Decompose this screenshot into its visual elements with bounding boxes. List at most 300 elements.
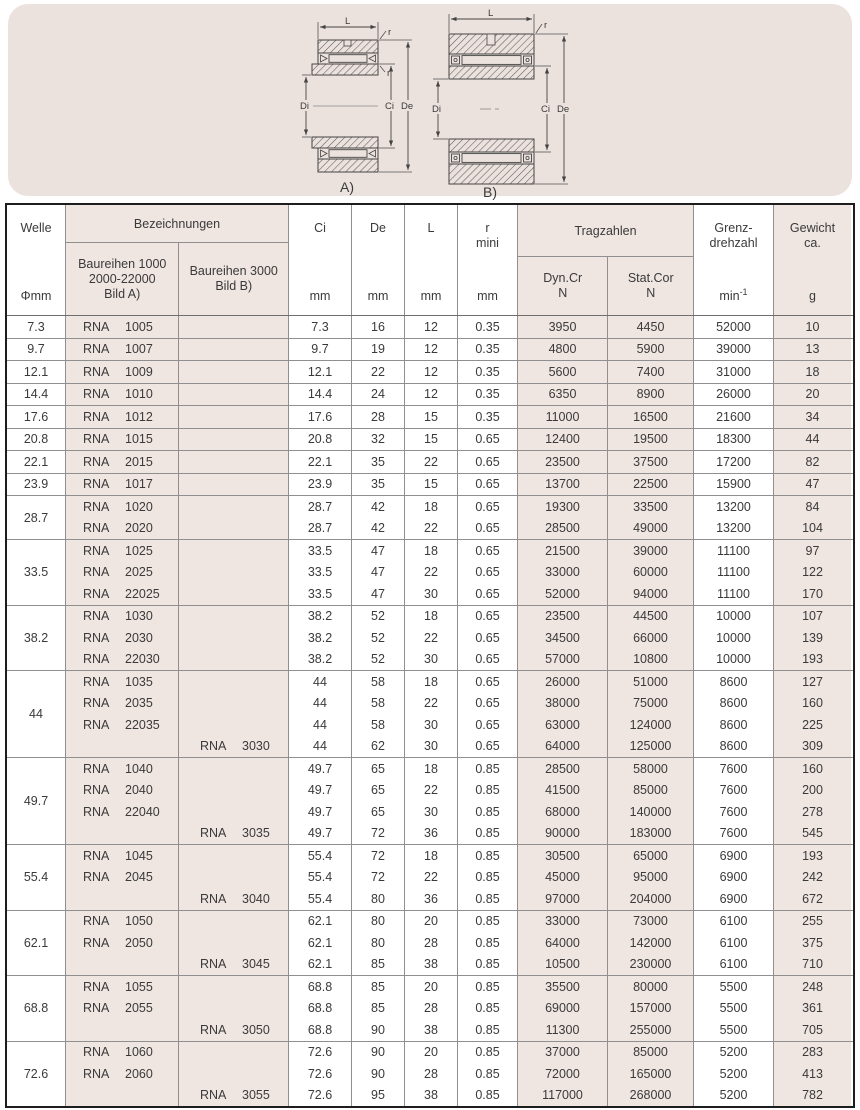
r-cell: 0.65: [457, 474, 517, 496]
r-cell: 0.65: [457, 429, 517, 451]
ci-cell: 44: [288, 693, 351, 715]
table-row: [65, 823, 853, 845]
stat-load-cell: 125000: [607, 736, 693, 758]
weight-cell: 782: [773, 1085, 851, 1107]
speed-limit-cell: 6900: [693, 888, 773, 910]
dyn-load-cell: 52000: [517, 583, 607, 605]
de-cell: 47: [351, 540, 404, 562]
de-cell: 42: [351, 496, 404, 518]
r-cell: 0.65: [457, 518, 517, 540]
welle-cell: 33.5: [7, 540, 65, 605]
weight-cell: 10: [773, 316, 851, 338]
ci-cell: 72.6: [288, 1063, 351, 1085]
r-cell: 0.65: [457, 540, 517, 562]
ci-cell: 38.2: [288, 649, 351, 671]
de-cell: 85: [351, 954, 404, 976]
weight-cell: 283: [773, 1042, 851, 1064]
weight-cell: 44: [773, 429, 851, 451]
speed-limit-cell: 5500: [693, 976, 773, 998]
dim-label-De-b: De: [557, 104, 570, 115]
designation-a-cell: RNA 2030: [65, 627, 178, 649]
welle-cell: 28.7: [7, 496, 65, 539]
stat-load-cell: 75000: [607, 693, 693, 715]
de-cell: 58: [351, 693, 404, 715]
l-cell: 28: [404, 1063, 457, 1085]
dyn-load-cell: 23500: [517, 606, 607, 628]
ci-cell: 62.1: [288, 954, 351, 976]
table-row: [65, 693, 853, 715]
l-cell: 30: [404, 801, 457, 823]
dyn-load-cell: 21500: [517, 540, 607, 562]
r-cell: 0.85: [457, 998, 517, 1020]
speed-limit-cell: 31000: [693, 361, 773, 383]
table-row: [65, 627, 853, 649]
dyn-load-cell: 4800: [517, 339, 607, 361]
dim-label-L-b: L: [488, 8, 494, 19]
dim-label-De-a: De: [401, 101, 414, 112]
de-cell: 22: [351, 361, 404, 383]
de-cell: 35: [351, 451, 404, 473]
stat-load-cell: 66000: [607, 627, 693, 649]
speed-limit-cell: 10000: [693, 649, 773, 671]
table-row: [65, 976, 853, 998]
ci-cell: 33.5: [288, 540, 351, 562]
de-cell: 62: [351, 736, 404, 758]
designation-a-cell: RNA 1030: [65, 606, 178, 628]
ci-cell: 49.7: [288, 801, 351, 823]
designation-b-cell: [178, 649, 288, 671]
r-cell: 0.85: [457, 1019, 517, 1041]
speed-limit-cell: 13200: [693, 496, 773, 518]
stat-load-cell: 255000: [607, 1019, 693, 1041]
designation-b-cell: [178, 316, 288, 338]
weight-cell: 47: [773, 474, 851, 496]
table-row: [65, 384, 853, 406]
designation-a-cell: RNA 1045: [65, 845, 178, 867]
ci-cell: 9.7: [288, 339, 351, 361]
header-baureihe-b: Baureihen 3000 Bild B): [178, 243, 288, 315]
l-cell: 22: [404, 518, 457, 540]
table-row: [65, 911, 853, 933]
table-group: [7, 910, 853, 976]
l-cell: 12: [404, 316, 457, 338]
de-cell: 28: [351, 406, 404, 428]
designation-b-cell: [178, 780, 288, 802]
designation-a-cell: RNA 2060: [65, 1063, 178, 1085]
l-cell: 28: [404, 998, 457, 1020]
designation-b-cell: RNA 3030: [178, 736, 288, 758]
r-cell: 0.65: [457, 736, 517, 758]
designation-a-cell: RNA 2050: [65, 932, 178, 954]
r-cell: 0.85: [457, 976, 517, 998]
header-welle: [7, 205, 65, 315]
l-cell: 38: [404, 954, 457, 976]
designation-a-cell: RNA 2020: [65, 518, 178, 540]
dyn-load-cell: 13700: [517, 474, 607, 496]
welle-cell: 20.8: [7, 429, 65, 451]
designation-b-cell: [178, 1063, 288, 1085]
de-cell: 47: [351, 562, 404, 584]
designation-b-cell: RNA 3055: [178, 1085, 288, 1107]
l-cell: 22: [404, 627, 457, 649]
de-cell: 16: [351, 316, 404, 338]
l-cell: 38: [404, 1019, 457, 1041]
header-r-mini: r mini mm: [457, 205, 517, 315]
r-cell: 0.65: [457, 583, 517, 605]
designation-a-cell: RNA 1015: [65, 429, 178, 451]
stat-load-cell: 65000: [607, 845, 693, 867]
speed-limit-cell: 13200: [693, 518, 773, 540]
designation-b-cell: [178, 932, 288, 954]
ci-cell: 62.1: [288, 932, 351, 954]
weight-cell: 225: [773, 714, 851, 736]
l-cell: 38: [404, 1085, 457, 1107]
designation-a-cell: RNA 2015: [65, 451, 178, 473]
dyn-load-cell: 69000: [517, 998, 607, 1020]
header-stat-cor: Stat.Cor N: [607, 257, 693, 315]
de-cell: 35: [351, 474, 404, 496]
stat-load-cell: 33500: [607, 496, 693, 518]
ci-cell: 72.6: [288, 1042, 351, 1064]
welle-cell: 49.7: [7, 758, 65, 844]
table-row: [65, 758, 853, 780]
designation-a-cell: RNA 1060: [65, 1042, 178, 1064]
de-cell: 72: [351, 823, 404, 845]
de-cell: 42: [351, 518, 404, 540]
de-cell: 32: [351, 429, 404, 451]
weight-cell: 160: [773, 758, 851, 780]
table-row: [65, 736, 853, 758]
speed-limit-cell: 39000: [693, 339, 773, 361]
l-cell: 15: [404, 406, 457, 428]
r-cell: 0.65: [457, 671, 517, 693]
dyn-load-cell: 64000: [517, 932, 607, 954]
l-cell: 36: [404, 823, 457, 845]
r-cell: 0.85: [457, 954, 517, 976]
table-row: [65, 583, 853, 605]
weight-cell: 193: [773, 845, 851, 867]
r-cell: 0.85: [457, 1085, 517, 1107]
stat-load-cell: 94000: [607, 583, 693, 605]
weight-cell: 34: [773, 406, 851, 428]
ci-cell: 55.4: [288, 867, 351, 889]
speed-limit-cell: 6100: [693, 911, 773, 933]
weight-cell: 255: [773, 911, 851, 933]
de-cell: 90: [351, 1019, 404, 1041]
designation-b-cell: [178, 671, 288, 693]
r-cell: 0.35: [457, 384, 517, 406]
diagram-caption-a: A): [340, 179, 354, 195]
table-group: [7, 539, 853, 605]
ci-cell: 68.8: [288, 1019, 351, 1041]
header-tragzahlen-group: [517, 205, 693, 315]
speed-limit-cell: 8600: [693, 714, 773, 736]
dyn-load-cell: 3950: [517, 316, 607, 338]
designation-a-cell: [65, 954, 178, 976]
weight-cell: 361: [773, 998, 851, 1020]
header-baureihe-a: Baureihen 1000 2000-22000 Bild A): [66, 243, 178, 315]
stat-load-cell: 268000: [607, 1085, 693, 1107]
designation-a-cell: RNA 2045: [65, 867, 178, 889]
stat-load-cell: 157000: [607, 998, 693, 1020]
designation-a-cell: RNA 1020: [65, 496, 178, 518]
stat-load-cell: 60000: [607, 562, 693, 584]
designation-a-cell: RNA 2055: [65, 998, 178, 1020]
de-cell: 85: [351, 998, 404, 1020]
l-cell: 20: [404, 976, 457, 998]
stat-load-cell: 230000: [607, 954, 693, 976]
designation-b-cell: [178, 562, 288, 584]
stat-load-cell: 10800: [607, 649, 693, 671]
weight-cell: 139: [773, 627, 851, 649]
table-row: [65, 954, 853, 976]
header-tragzahlen: Tragzahlen: [518, 205, 693, 257]
ci-cell: 68.8: [288, 976, 351, 998]
ci-cell: 28.7: [288, 518, 351, 540]
speed-limit-cell: 6900: [693, 867, 773, 889]
weight-cell: 413: [773, 1063, 851, 1085]
designation-b-cell: [178, 606, 288, 628]
header-welle-label: Welle: [20, 221, 52, 235]
dyn-load-cell: 38000: [517, 693, 607, 715]
table-row: [65, 1063, 853, 1085]
stat-load-cell: 22500: [607, 474, 693, 496]
designation-a-cell: RNA 1012: [65, 406, 178, 428]
designation-a-cell: [65, 888, 178, 910]
stat-load-cell: 58000: [607, 758, 693, 780]
dim-label-Ci-a: Ci: [385, 101, 394, 112]
designation-a-cell: [65, 823, 178, 845]
table-row: [65, 474, 853, 496]
r-cell: 0.85: [457, 911, 517, 933]
table-row: [65, 845, 853, 867]
speed-limit-cell: 10000: [693, 627, 773, 649]
l-cell: 22: [404, 451, 457, 473]
stat-load-cell: 124000: [607, 714, 693, 736]
dyn-load-cell: 19300: [517, 496, 607, 518]
dyn-load-cell: 35500: [517, 976, 607, 998]
table-row: [65, 518, 853, 540]
de-cell: 80: [351, 911, 404, 933]
table-row: [65, 562, 853, 584]
table-row: [65, 1085, 853, 1107]
table-row: [65, 801, 853, 823]
welle-cell: 23.9: [7, 474, 65, 496]
ci-cell: 14.4: [288, 384, 351, 406]
l-cell: 18: [404, 540, 457, 562]
stat-load-cell: 4450: [607, 316, 693, 338]
table-row: [65, 540, 853, 562]
weight-cell: 200: [773, 780, 851, 802]
table-row: [65, 429, 853, 451]
weight-cell: 672: [773, 888, 851, 910]
r-cell: 0.65: [457, 627, 517, 649]
designation-a-cell: RNA 1025: [65, 540, 178, 562]
table-group: [7, 473, 853, 496]
l-cell: 22: [404, 693, 457, 715]
header-grenzdrehzahl: Grenz- drehzahl $\min^{-1}$: [693, 205, 773, 315]
designation-b-cell: [178, 867, 288, 889]
table-row: [65, 496, 853, 518]
header-gewicht: Gewicht ca. g: [773, 205, 851, 315]
designation-b-cell: [178, 496, 288, 518]
ci-cell: 68.8: [288, 998, 351, 1020]
header-dyn-cr: Dyn.Cr N: [543, 271, 583, 300]
diagram-caption-b: B): [483, 184, 497, 200]
l-cell: 22: [404, 780, 457, 802]
weight-cell: 104: [773, 518, 851, 540]
de-cell: 52: [351, 606, 404, 628]
designation-a-cell: [65, 1019, 178, 1041]
speed-limit-cell: 52000: [693, 316, 773, 338]
table-row: [65, 867, 853, 889]
table-row: [65, 1019, 853, 1041]
dyn-load-cell: 11000: [517, 406, 607, 428]
designation-a-cell: RNA 22025: [65, 583, 178, 605]
stat-load-cell: 140000: [607, 801, 693, 823]
stat-load-cell: 19500: [607, 429, 693, 451]
designation-a-cell: RNA 1010: [65, 384, 178, 406]
table-row: [65, 671, 853, 693]
r-cell: 0.85: [457, 888, 517, 910]
stat-load-cell: 165000: [607, 1063, 693, 1085]
designation-b-cell: [178, 976, 288, 998]
speed-limit-cell: 18300: [693, 429, 773, 451]
designation-a-cell: RNA 1035: [65, 671, 178, 693]
designation-a-cell: RNA 22030: [65, 649, 178, 671]
r-cell: 0.85: [457, 845, 517, 867]
ci-cell: 44: [288, 736, 351, 758]
l-cell: 36: [404, 888, 457, 910]
stat-load-cell: 204000: [607, 888, 693, 910]
designation-b-cell: [178, 845, 288, 867]
header-de: De mm: [351, 205, 404, 315]
weight-cell: 278: [773, 801, 851, 823]
designation-a-cell: RNA 2025: [65, 562, 178, 584]
weight-cell: 82: [773, 451, 851, 473]
designation-a-cell: RNA 1040: [65, 758, 178, 780]
l-cell: 22: [404, 867, 457, 889]
speed-limit-cell: 5500: [693, 1019, 773, 1041]
table-group: [7, 975, 853, 1041]
speed-limit-cell: 15900: [693, 474, 773, 496]
dim-label-r-top-a: r: [388, 27, 392, 38]
stat-load-cell: 142000: [607, 932, 693, 954]
weight-cell: 122: [773, 562, 851, 584]
weight-cell: 97: [773, 540, 851, 562]
dyn-load-cell: 33000: [517, 562, 607, 584]
speed-limit-cell: 7600: [693, 801, 773, 823]
dyn-load-cell: 41500: [517, 780, 607, 802]
speed-limit-cell: 11100: [693, 540, 773, 562]
designation-b-cell: [178, 451, 288, 473]
table-body: [7, 316, 853, 1106]
ci-cell: 22.1: [288, 451, 351, 473]
dim-label-r-inner-a: r: [387, 68, 391, 79]
l-cell: 18: [404, 845, 457, 867]
table-row: [65, 606, 853, 628]
speed-limit-cell: 8600: [693, 736, 773, 758]
de-cell: 47: [351, 583, 404, 605]
table-row: [65, 316, 853, 338]
speed-limit-cell: 11100: [693, 562, 773, 584]
table-row: [65, 932, 853, 954]
designation-b-cell: [178, 1042, 288, 1064]
de-cell: 90: [351, 1042, 404, 1064]
table-group: [7, 605, 853, 671]
dim-label-Ci-b: Ci: [541, 104, 550, 115]
designation-b-cell: [178, 406, 288, 428]
speed-limit-cell: 21600: [693, 406, 773, 428]
weight-cell: 710: [773, 954, 851, 976]
designation-b-cell: [178, 998, 288, 1020]
welle-cell: 9.7: [7, 339, 65, 361]
table-row: [65, 406, 853, 428]
ci-cell: 49.7: [288, 780, 351, 802]
dyn-load-cell: 90000: [517, 823, 607, 845]
header-welle-unit: Φmm: [20, 289, 52, 303]
de-cell: 72: [351, 845, 404, 867]
designation-a-cell: RNA 2035: [65, 693, 178, 715]
speed-limit-cell: 7600: [693, 780, 773, 802]
de-cell: 90: [351, 1063, 404, 1085]
table-group: [7, 383, 853, 406]
ci-cell: 20.8: [288, 429, 351, 451]
l-cell: 30: [404, 736, 457, 758]
designation-a-cell: RNA 1007: [65, 339, 178, 361]
weight-cell: 545: [773, 823, 851, 845]
table-group: [7, 338, 853, 361]
table-row: [65, 361, 853, 383]
l-cell: 12: [404, 361, 457, 383]
dyn-load-cell: 30500: [517, 845, 607, 867]
designation-b-cell: [178, 627, 288, 649]
welle-cell: 72.6: [7, 1042, 65, 1107]
speed-limit-cell: 5200: [693, 1085, 773, 1107]
speed-limit-cell: 10000: [693, 606, 773, 628]
weight-cell: 309: [773, 736, 851, 758]
dim-label-L-a: L: [345, 16, 351, 27]
bearing-diagram-a: [296, 16, 428, 198]
de-cell: 58: [351, 714, 404, 736]
speed-limit-cell: 7600: [693, 823, 773, 845]
designation-b-cell: [178, 384, 288, 406]
ci-cell: 62.1: [288, 911, 351, 933]
speed-limit-cell: 8600: [693, 693, 773, 715]
stat-load-cell: 80000: [607, 976, 693, 998]
r-cell: 0.65: [457, 496, 517, 518]
speed-limit-cell: 17200: [693, 451, 773, 473]
ci-cell: 72.6: [288, 1085, 351, 1107]
r-cell: 0.65: [457, 649, 517, 671]
r-cell: 0.85: [457, 801, 517, 823]
l-cell: 15: [404, 474, 457, 496]
table-row: [65, 649, 853, 671]
ci-cell: 17.6: [288, 406, 351, 428]
designation-b-cell: [178, 801, 288, 823]
ci-cell: 44: [288, 671, 351, 693]
ci-cell: 55.4: [288, 888, 351, 910]
speed-limit-cell: 6100: [693, 932, 773, 954]
table-group: [7, 360, 853, 383]
r-cell: 0.35: [457, 339, 517, 361]
stat-load-cell: 85000: [607, 1042, 693, 1064]
designation-a-cell: [65, 736, 178, 758]
designation-a-cell: RNA 1050: [65, 911, 178, 933]
l-cell: 18: [404, 606, 457, 628]
welle-cell: 17.6: [7, 406, 65, 428]
de-cell: 24: [351, 384, 404, 406]
